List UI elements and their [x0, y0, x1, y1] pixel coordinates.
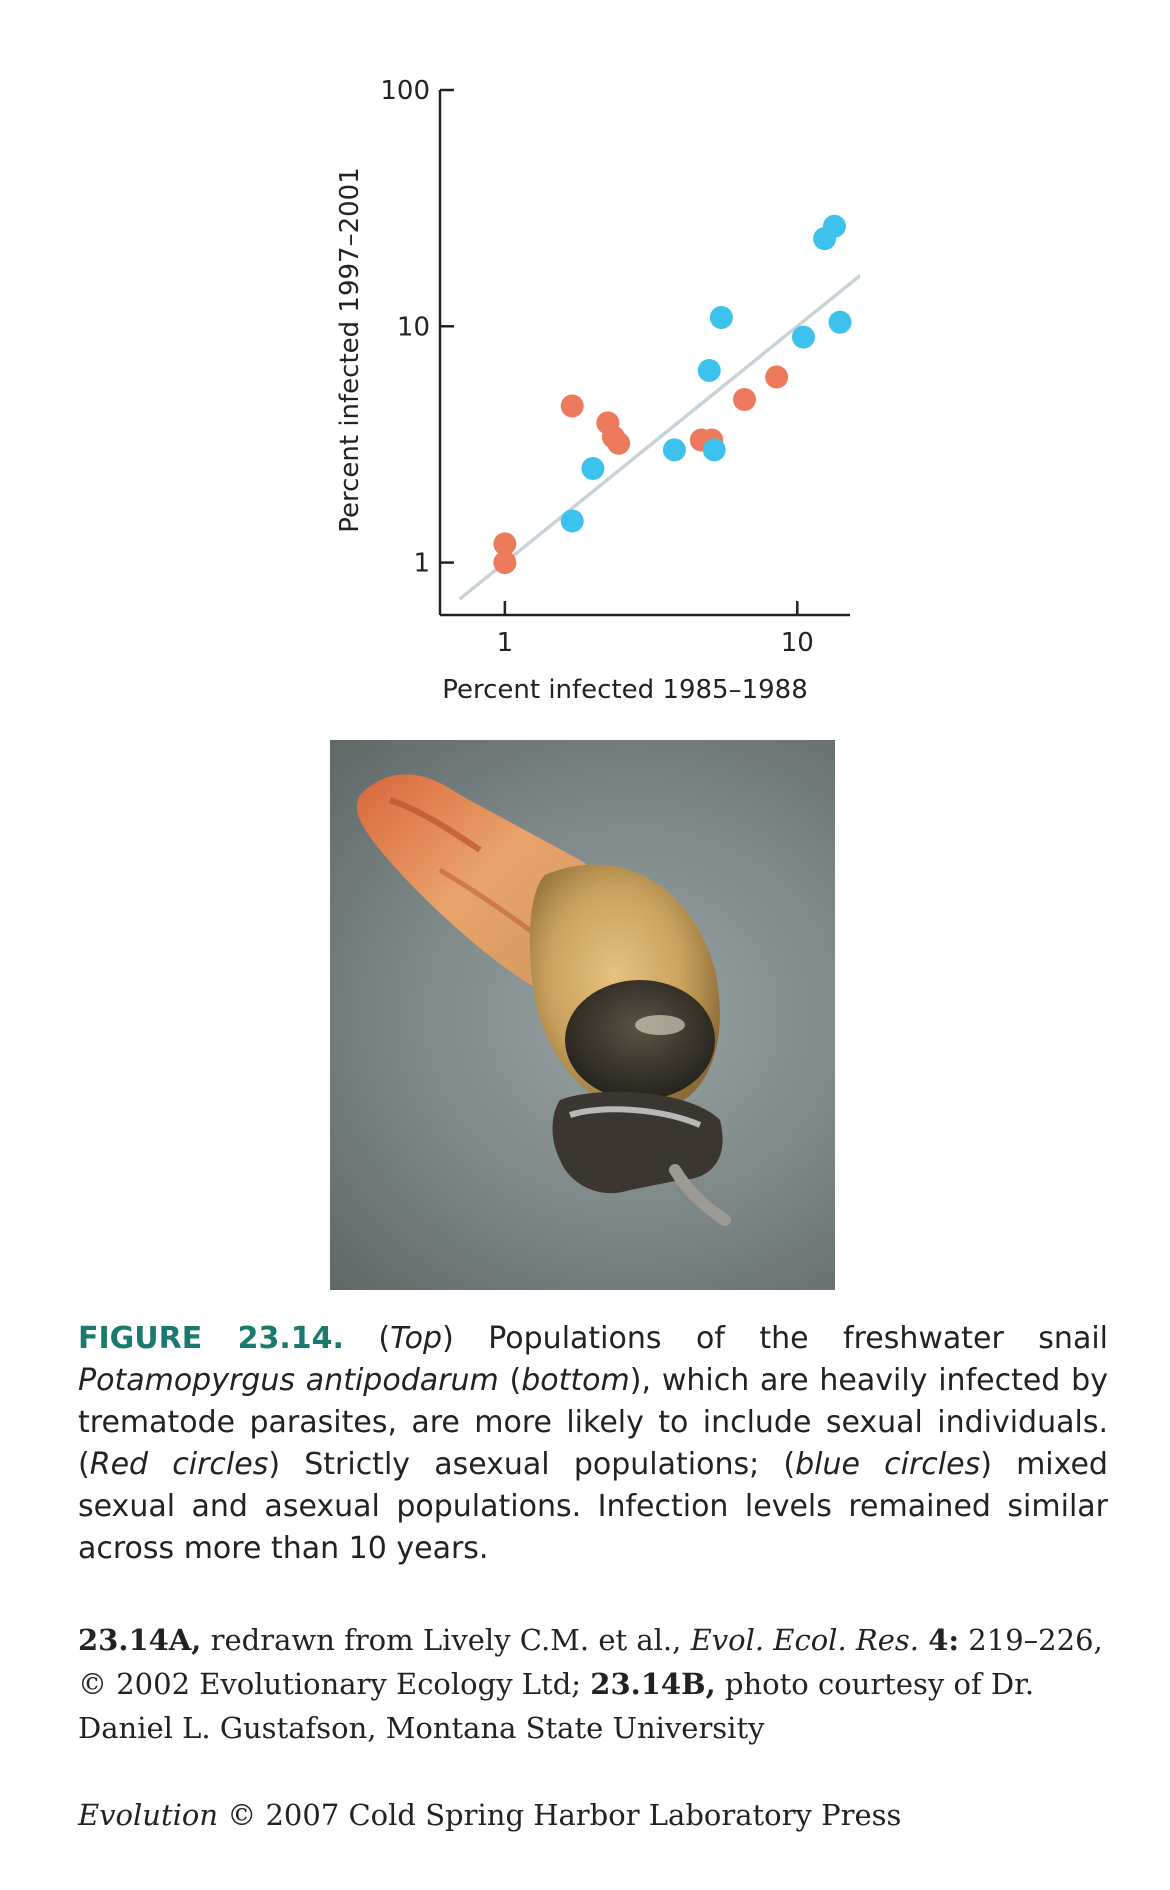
caption-text: ) Populations of the freshwater snail	[442, 1321, 1108, 1356]
caption-text: (	[498, 1363, 522, 1398]
caption-italic: blue circles	[795, 1447, 981, 1482]
caption-text: ) Strictly asexual populations; (	[268, 1447, 796, 1482]
red-data-point	[765, 366, 788, 389]
red-data-point	[493, 532, 516, 555]
y-axis-label: Percent infected 1997–2001	[335, 167, 365, 533]
caption-italic: bottom	[521, 1363, 630, 1398]
y-tick-label: 1	[413, 548, 430, 579]
blue-data-point	[703, 438, 726, 461]
snail-photo	[330, 740, 835, 1290]
blue-data-point	[829, 311, 852, 334]
caption-text: ), which are heavily infected by trematode parasites, are more likely to include sexual individuals. (	[78, 1363, 1108, 1482]
blue-data-point	[663, 438, 686, 461]
caption-italic: Red circles	[89, 1447, 269, 1482]
figure-credits	[78, 1618, 1118, 1750]
copyright-footer	[78, 1795, 1118, 1835]
caption-text: ) mixed sexual and asexual populations. Infection levels remained similar across more than 10 years.	[78, 1447, 1108, 1566]
blue-data-point	[581, 457, 604, 480]
snail-body	[565, 980, 715, 1100]
scatter-chart	[300, 60, 860, 720]
x-tick-label: 1	[496, 628, 514, 658]
red-data-point	[607, 432, 630, 455]
plot-area	[380, 76, 860, 658]
blue-data-point	[823, 215, 846, 238]
credit-text: photo courtesy of Dr. Daniel L. Gustafson, Montana State University	[78, 1667, 1035, 1745]
figure-label: FIGURE 23.14.	[78, 1321, 344, 1356]
snail-foot	[553, 1092, 723, 1193]
y-tick-label: 100	[380, 76, 430, 106]
caption-species: Potamopyrgus antipodarum	[78, 1363, 499, 1398]
red-data-point	[561, 394, 584, 417]
blue-data-point	[792, 326, 815, 349]
credit-text: 219–226, © 2002 Evolutionary Ecology Ltd;	[78, 1623, 1103, 1701]
caption-italic: Top	[390, 1321, 443, 1356]
journal-volume: 4:	[928, 1623, 960, 1657]
blue-data-point	[710, 306, 733, 329]
book-title: Evolution	[78, 1798, 219, 1832]
credit-text: redrawn from Lively C.M. et al.,	[201, 1623, 691, 1657]
x-axis-label: Percent infected 1985–1988	[442, 675, 808, 705]
x-tick-label: 10	[780, 628, 814, 658]
copyright-text: © 2007 Cold Spring Harbor Laboratory Press	[218, 1798, 902, 1832]
journal-name: Evol. Ecol. Res.	[690, 1623, 919, 1657]
reference-line	[460, 272, 860, 599]
figure-caption	[78, 1318, 1108, 1570]
credit-id: 23.14A,	[78, 1623, 202, 1657]
credit-id: 23.14B,	[590, 1667, 716, 1701]
y-tick-label: 10	[396, 312, 430, 343]
caption-text: (	[343, 1321, 391, 1356]
red-data-point	[733, 388, 756, 411]
blue-data-point	[561, 509, 584, 532]
blue-data-point	[698, 359, 721, 382]
